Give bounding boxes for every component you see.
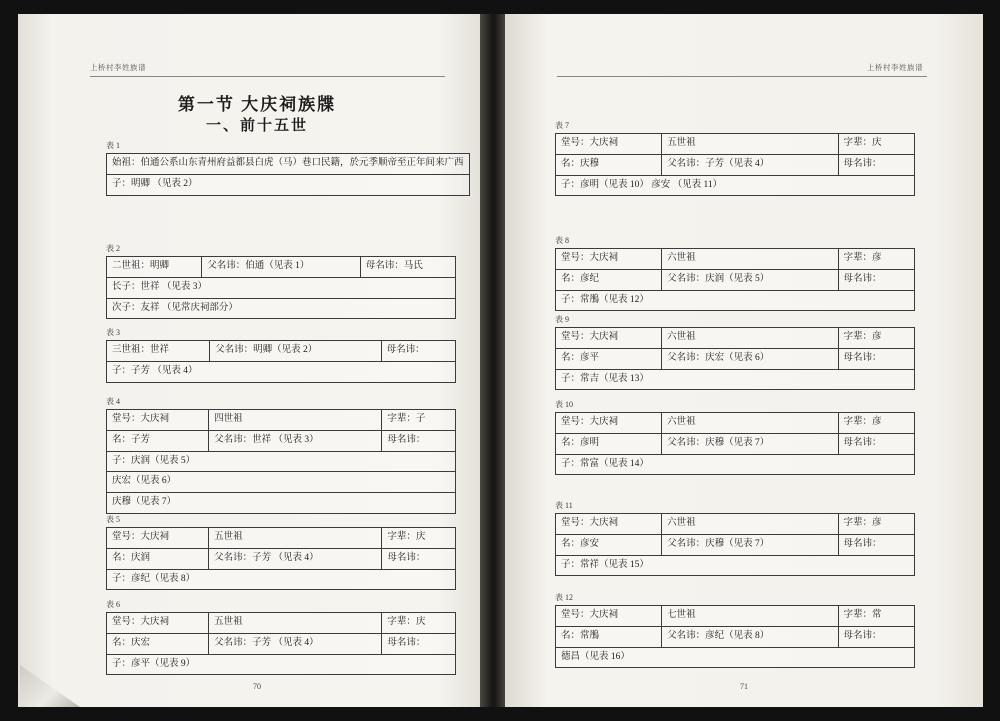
table-caption: 表 8 [555, 236, 569, 245]
table-caption: 表 9 [555, 315, 569, 324]
header-rule-left [90, 76, 445, 77]
table-cell: 子：常吉（见表 13） [556, 369, 915, 390]
record-table-block [555, 399, 915, 475]
table-cell: 四世祖 [209, 410, 382, 431]
table-row [107, 410, 456, 431]
left-page [18, 14, 497, 707]
table-row [556, 433, 915, 454]
table-row [556, 175, 915, 196]
table-row [107, 569, 456, 590]
table-cell: 父名讳：庆润（见表 5） [662, 269, 838, 290]
table-row [107, 633, 456, 654]
table-cell: 字辈：彦 [838, 249, 914, 270]
table-caption: 表 2 [106, 244, 120, 253]
table-cell: 字辈：彦 [838, 328, 914, 349]
table-cell: 堂号：大庆祠 [107, 410, 209, 431]
table-row [556, 249, 915, 270]
table-row [107, 174, 470, 195]
table-cell: 父名讳：子芳 （见表 4） [209, 548, 382, 569]
table-row [556, 606, 915, 627]
table-cell: 字辈：庆 [838, 134, 914, 155]
table-cell: 始祖：伯通公系山东青州府益都县白虎（马）巷口民籍，於元季顺帝至正年间来广西 [107, 154, 470, 175]
table-caption: 表 6 [106, 600, 120, 609]
table-cell: 子：庆润（见表 5） [107, 451, 456, 472]
table-cell: 子：明卿 （见表 2） [107, 174, 470, 195]
table-row [107, 341, 456, 362]
section-title: 第一节 大庆祠族牒 [177, 95, 337, 114]
table-cell: 子：常富（见表 14） [556, 454, 915, 475]
table-cell: 母名讳： [838, 348, 914, 369]
table-caption: 表 1 [106, 141, 120, 150]
table-row [556, 134, 915, 155]
table-cell: 母名讳： [838, 626, 914, 647]
table-cell: 字辈：彦 [838, 514, 914, 535]
table-row [556, 555, 915, 576]
record-table-block [106, 327, 456, 383]
subsection-title: 一、前十五世 [205, 118, 308, 134]
table-row [556, 454, 915, 475]
table-row [107, 472, 456, 493]
table-cell: 三世祖：世祥 [107, 341, 210, 362]
table-cell: 德昌（见表 16） [556, 647, 915, 668]
table-cell: 母名讳：马氏 [360, 257, 455, 278]
record-table-block [555, 120, 915, 196]
table-cell: 堂号：大庆祠 [556, 514, 662, 535]
table-cell: 子：彦纪（见表 8） [107, 569, 456, 590]
table-cell: 七世祖 [662, 606, 838, 627]
table-row [556, 369, 915, 390]
table-cell: 字辈：庆 [382, 613, 456, 634]
table-cell: 父名讳：世祥 （见表 3） [209, 430, 382, 451]
running-head-left: 上桥村李姓族谱 [90, 63, 146, 72]
table-row [107, 493, 456, 514]
table-row [107, 654, 456, 675]
table-row [556, 534, 915, 555]
table-row [107, 613, 456, 634]
table-cell: 父名讳：子芳（见表 4） [662, 154, 838, 175]
table-cell: 堂号：大庆祠 [556, 249, 662, 270]
table-cell: 母名讳： [838, 433, 914, 454]
table-cell: 六世祖 [662, 328, 838, 349]
table-row [556, 269, 915, 290]
table-row [556, 328, 915, 349]
table-row [107, 548, 456, 569]
record-table-block [555, 314, 915, 390]
record-table [555, 513, 915, 576]
folio-left: 70 [253, 682, 261, 691]
table-cell: 名：庆润 [107, 548, 209, 569]
table-cell: 母名讳： [838, 534, 914, 555]
right-page [505, 14, 983, 707]
table-cell: 庆穆（见表 7） [107, 493, 456, 514]
record-table [555, 412, 915, 475]
record-table [555, 248, 915, 311]
table-cell: 堂号：大庆祠 [556, 413, 662, 434]
table-row [556, 514, 915, 535]
table-cell: 母名讳： [382, 430, 456, 451]
table-cell: 母名讳： [382, 633, 456, 654]
table-row [107, 154, 470, 175]
table-cell: 父名讳：庆穆（见表 7） [662, 433, 838, 454]
table-cell: 名：彦纪 [556, 269, 662, 290]
table-cell: 名：常鴅 [556, 626, 662, 647]
table-cell: 字辈：常 [838, 606, 914, 627]
record-table-block [106, 599, 456, 675]
table-row [107, 361, 456, 382]
table-row [107, 277, 456, 298]
table-caption: 表 3 [106, 328, 120, 337]
table-cell: 字辈：子 [382, 410, 456, 431]
table-caption: 表 11 [555, 501, 573, 510]
record-table-block [106, 514, 456, 590]
table-row [107, 528, 456, 549]
table-cell: 父名讳：彦纪（见表 8） [662, 626, 838, 647]
book-gutter [480, 14, 508, 707]
table-cell: 子：常鴅（见表 12） [556, 290, 915, 311]
table-cell: 子：彦平（见表 9） [107, 654, 456, 675]
record-table-block [555, 592, 915, 668]
table-cell: 字辈：庆 [382, 528, 456, 549]
table-cell: 名：子芳 [107, 430, 209, 451]
table-cell: 名：彦平 [556, 348, 662, 369]
table-row [107, 257, 456, 278]
table-caption: 表 5 [106, 515, 120, 524]
record-table [555, 605, 915, 668]
record-table [106, 612, 456, 675]
table-caption: 表 10 [555, 400, 573, 409]
record-table [106, 256, 456, 319]
table-row [556, 647, 915, 668]
table-cell: 六世祖 [662, 249, 838, 270]
table-row [556, 154, 915, 175]
table-cell: 名：彦明 [556, 433, 662, 454]
running-head-right: 上桥村李姓族谱 [867, 63, 923, 72]
record-table-block [106, 243, 456, 319]
record-table-block [555, 235, 915, 311]
record-table-block [106, 140, 464, 196]
table-cell: 堂号：大庆祠 [556, 328, 662, 349]
table-cell: 父名讳：明卿（见表 2） [210, 341, 382, 362]
table-cell: 父名讳：子芳 （见表 4） [209, 633, 382, 654]
table-cell: 二世祖：明卿 [107, 257, 202, 278]
table-cell: 子：常祥（见表 15） [556, 555, 915, 576]
table-cell: 五世祖 [209, 613, 382, 634]
table-cell: 六世祖 [662, 413, 838, 434]
table-row [556, 348, 915, 369]
table-cell: 父名讳：庆宏（见表 6） [662, 348, 838, 369]
table-cell: 母名讳： [382, 548, 456, 569]
table-cell: 五世祖 [209, 528, 382, 549]
table-cell: 父名讳：伯通（见表 1） [202, 257, 360, 278]
table-cell: 堂号：大庆祠 [556, 606, 662, 627]
table-cell: 长子：世祥 （见表 3） [107, 277, 456, 298]
table-cell: 堂号：大庆祠 [556, 134, 662, 155]
table-row [556, 290, 915, 311]
record-table [555, 133, 915, 196]
record-table [106, 340, 456, 383]
table-row [556, 413, 915, 434]
table-cell: 堂号：大庆祠 [107, 613, 209, 634]
folio-right: 71 [740, 682, 748, 691]
record-table [555, 327, 915, 390]
table-cell: 五世祖 [662, 134, 838, 155]
table-cell: 名：彦安 [556, 534, 662, 555]
table-cell: 次子：友祥 （见常庆祠部分） [107, 298, 456, 319]
table-cell: 子：彦明（见表 10） 彦安 （见表 11） [556, 175, 915, 196]
table-caption: 表 12 [555, 593, 573, 602]
record-table-block [106, 396, 456, 514]
table-cell: 名：庆穆 [556, 154, 662, 175]
table-cell: 母名讳： [381, 341, 455, 362]
table-cell: 母名讳： [838, 269, 914, 290]
record-table [106, 527, 456, 590]
record-table-block [555, 500, 915, 576]
record-table [106, 153, 470, 196]
record-table [106, 409, 456, 514]
table-caption: 表 7 [555, 121, 569, 130]
table-caption: 表 4 [106, 397, 120, 406]
table-row [107, 451, 456, 472]
table-row [107, 430, 456, 451]
table-cell: 名：庆宏 [107, 633, 209, 654]
table-cell: 母名讳： [838, 154, 914, 175]
table-cell: 庆宏（见表 6） [107, 472, 456, 493]
table-cell: 字辈：彦 [838, 413, 914, 434]
table-row [107, 298, 456, 319]
header-rule-right [557, 76, 927, 77]
table-cell: 子：子芳 （见表 4） [107, 361, 456, 382]
table-row [556, 626, 915, 647]
table-cell: 堂号：大庆祠 [107, 528, 209, 549]
table-cell: 父名讳：庆穆（见表 7） [662, 534, 838, 555]
table-cell: 六世祖 [662, 514, 838, 535]
